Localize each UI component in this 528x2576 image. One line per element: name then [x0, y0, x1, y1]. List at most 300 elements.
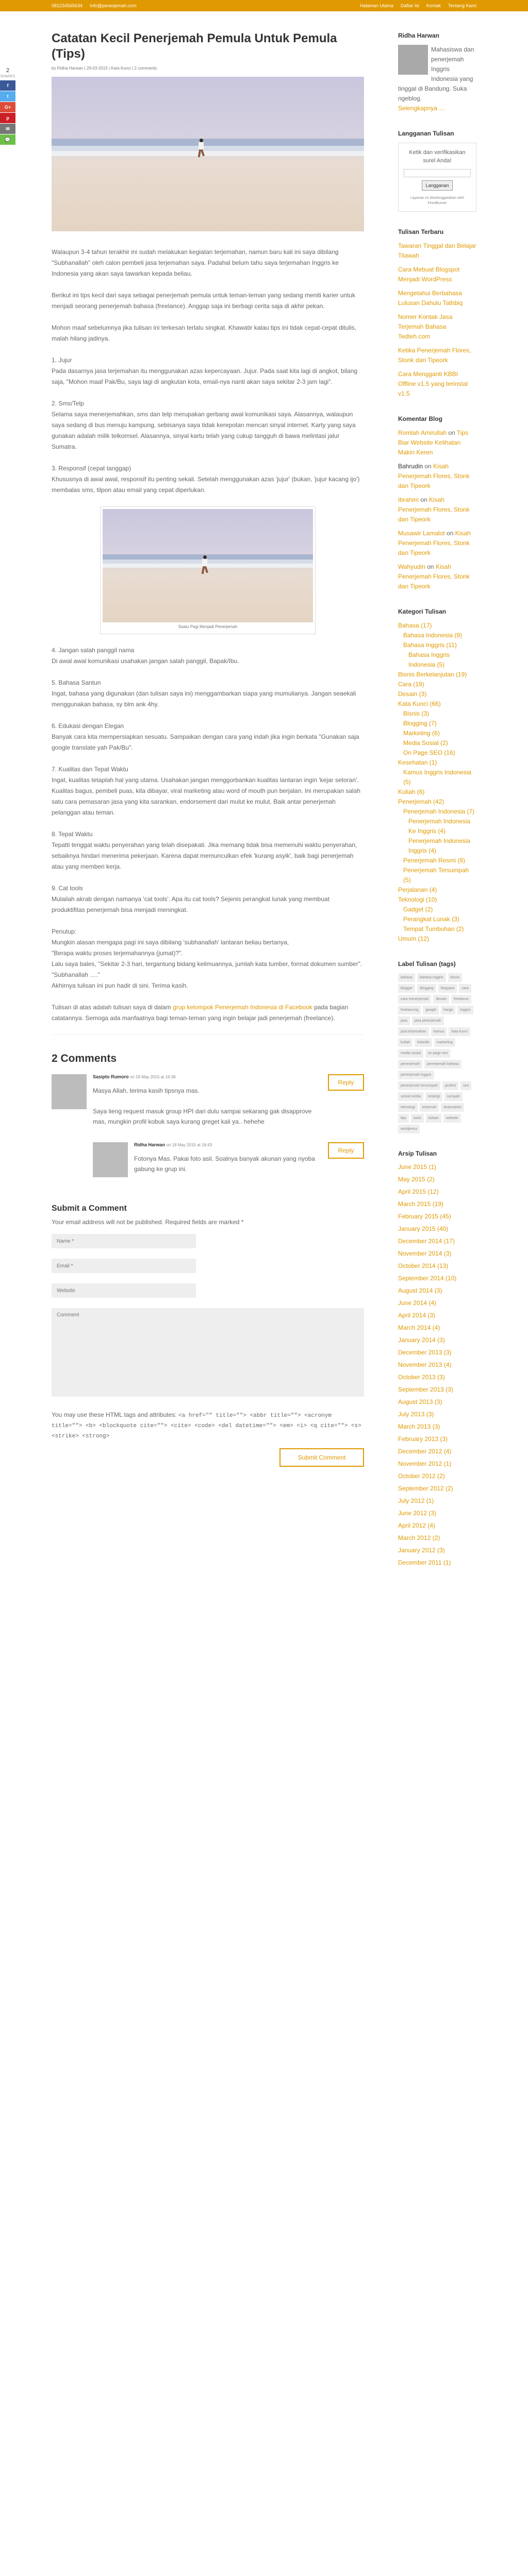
- tag-link[interactable]: kuliah: [398, 1038, 412, 1047]
- commenter-name: Bahrudin: [398, 463, 423, 470]
- archive-item: [398, 1274, 476, 1282]
- commented-post-link[interactable]: Kisah Penerjemah Flores, Stonk dan Tipeork: [398, 530, 471, 556]
- recent-post-link[interactable]: Cara Mengganti KBBI Offline v1.5 yang terinstal v1.5: [398, 370, 468, 397]
- archive-link[interactable]: April 2015 (12): [398, 1188, 439, 1195]
- allowed-tags: [52, 1410, 364, 1441]
- archive-item: [398, 1348, 476, 1357]
- tip-text: Ingat, bahasa yang digunakan (dan tulisan saya ini) menggambarkan siapa yang mumulianya. Jangan seaekali menggunakan bahasa, sy blm ank 4hy.: [52, 690, 356, 708]
- archive-link[interactable]: March 2015 (19): [398, 1200, 444, 1208]
- tag-link[interactable]: tips: [398, 1114, 409, 1123]
- category-link[interactable]: Bisnis Berkelanjutan (19): [398, 671, 467, 678]
- category-link[interactable]: Perangkat Lunak (3): [403, 916, 459, 923]
- tag-link[interactable]: tools: [411, 1114, 424, 1123]
- tip-text: Selama saya menerjemahkan, sms dan telp merupakan gerbang awal komunikasi saya. Alasannya, walaupun saya sedang di bus menuju kampung, sebisanya saya tidak kerepotan mencari sinyal internet. Karty yang saya gunakan adalah milik telkomsel. Alasannya, sinyal kartu telah yang cukup tangguh di bawa melintasi jalur Sumatra.: [52, 411, 356, 450]
- archive-item: [398, 1373, 476, 1381]
- subscribe-fineprint: Layanan ini diselenggarakan oleh FeedBurner: [410, 196, 465, 205]
- tag-link[interactable]: freelancing: [398, 1006, 421, 1014]
- archive-item: [398, 1385, 476, 1394]
- tip-heading: 2. Sms/Telp: [52, 400, 84, 407]
- comment-text: Masya Allah, terima kasih tipsnya mas. Saya lieng request masuk group HPI dari dulu sampai sekarang gak disapprove mas, mungkin profil kobuk saya kurang greget kali ya.. hehehe: [93, 1087, 312, 1125]
- comment-textarea[interactable]: [52, 1308, 364, 1397]
- archive-item: [398, 1521, 476, 1530]
- allowed-tags-code: <a href="" title=""> <abbr title=""> <acronym title=""> <b> <blockquote cite=""> <cite> <code> <del datetime=""> <em> <i> <q cite=""> <s> <strike> <strong>: [52, 1413, 361, 1439]
- comment-item: [52, 1142, 364, 1183]
- category-item: [398, 719, 476, 728]
- profile-widget: [398, 31, 476, 113]
- tag-link[interactable]: kamus: [431, 1027, 447, 1036]
- commented-post-link[interactable]: Kisah Penerjemah Flores, Stonk dan Tipeork: [398, 563, 470, 590]
- archive-link[interactable]: June 2015 (1): [398, 1163, 437, 1171]
- categories-widget: [398, 607, 476, 944]
- profile-title: Ridha Harwan: [398, 32, 440, 39]
- category-item: [398, 905, 476, 914]
- commenter-link[interactable]: Romlah Amirullah: [398, 429, 447, 436]
- comment-date: on 18 May 2015 at 16:38: [130, 1075, 176, 1079]
- avatar: [93, 1142, 128, 1177]
- comments-heading: 2 Comments: [52, 1053, 117, 1064]
- closing-block: [52, 926, 364, 991]
- category-item: [398, 934, 476, 944]
- tag-link[interactable]: google: [423, 1006, 439, 1014]
- sms-icon: 💬: [5, 137, 11, 142]
- category-link[interactable]: Bahasa Indonesia (9): [403, 632, 463, 639]
- archive-link[interactable]: July 2012 (1): [398, 1497, 434, 1504]
- category-item: [398, 797, 476, 807]
- top-link-about[interactable]: Tentang Kami: [448, 3, 476, 8]
- tip-text: Ingat, kualitas tetaplah hal yang utama. Usahakan jangan menggorbankan kualitas lantaran ingin 'kejar setoran'. Kualitas bagus, pembeli puas, kita dibayar, viral marketing atau word of mouth pun berjalan. Ini merupakan salah satu cara pemasaran jasa yang kita sarankan, endorsement dari mulut ke mulut. Baik antar penerjemah pelanggan atau teman.: [52, 776, 361, 816]
- archive-link[interactable]: September 2014 (10): [398, 1275, 457, 1282]
- recent-post-link[interactable]: Cara Mebuat Blogspot Menjadi WordPress: [398, 266, 460, 283]
- pinterest-icon: p: [6, 115, 9, 121]
- archive-item: [398, 1225, 476, 1233]
- category-link[interactable]: Kuliah (6): [398, 788, 425, 795]
- tag-link[interactable]: jasa: [398, 1016, 410, 1025]
- category-link[interactable]: Bahasa Inggris (11): [403, 641, 457, 649]
- archive-title: Arsip Tulisan: [398, 1150, 437, 1157]
- archive-link[interactable]: February 2013 (3): [398, 1435, 448, 1443]
- closing-line: "Berapa waktu proses terjemahannya (jumat)?".: [52, 950, 183, 957]
- closing-line: "Subhanallah ….": [52, 971, 100, 978]
- post-body: [52, 247, 364, 1024]
- comment-form: [52, 1204, 364, 1467]
- archive-item: [398, 1311, 476, 1319]
- archive-item: [398, 1188, 476, 1196]
- archive-item: [398, 1336, 476, 1344]
- top-link-contents[interactable]: Daftar Isi: [400, 3, 419, 8]
- twitter-icon: t: [7, 94, 9, 99]
- reply-button[interactable]: Reply: [328, 1142, 364, 1159]
- share-googleplus-button[interactable]: [0, 102, 15, 112]
- main-content: [52, 31, 364, 1467]
- archive-link[interactable]: September 2013 (3): [398, 1386, 453, 1393]
- recent-post-link[interactable]: Tawaran Tinggal dan Belajar Tilawah: [398, 242, 476, 259]
- tag-link[interactable]: jasa penerjemah: [412, 1016, 444, 1025]
- tip-item: [52, 721, 364, 753]
- post-title: Catatan Kecil Penerjemah Pemula Untuk Pemula (Tips): [52, 31, 337, 61]
- category-link[interactable]: Penerjemah Resmi (8): [403, 857, 466, 864]
- category-link[interactable]: Kamus Inggris Indonesia (5): [403, 769, 472, 786]
- tag-link[interactable]: cara menerjemah: [398, 995, 431, 1004]
- category-item: [398, 787, 476, 797]
- commented-post-link[interactable]: Kisah Penerjemah Flores, Stonk dan Tipeork: [398, 496, 470, 523]
- tag-link[interactable]: cara: [459, 984, 471, 993]
- image-caption: Suatu Pagi Menjadi Penerjemah: [178, 624, 238, 629]
- archive-link[interactable]: July 2013 (3): [398, 1411, 434, 1418]
- comment-author[interactable]: Sasipto Rumoro: [93, 1074, 129, 1079]
- sidebar: [398, 31, 476, 1582]
- comment-text: Fotonya Mas. Pakai foto asli. Soalnya banyak akunan yang nyoba gabung ke grup ini.: [134, 1155, 315, 1173]
- categories-title: Kategori Tulisan: [398, 608, 447, 615]
- category-item: [398, 680, 476, 689]
- recent-posts-title: Tulisan Terbaru: [398, 228, 444, 235]
- category-link[interactable]: Tempat Tumbuhan (2): [403, 925, 464, 933]
- recent-post-link[interactable]: Ketika Penerjemah Flores, Stonk dan Tipeork: [398, 347, 471, 364]
- category-link[interactable]: Desain (3): [398, 690, 427, 698]
- tag-link[interactable]: penerjemah tersumpah: [398, 1081, 440, 1090]
- archive-link[interactable]: March 2013 (3): [398, 1423, 440, 1430]
- googleplus-icon: G+: [4, 105, 11, 110]
- category-link[interactable]: Cara (19): [398, 681, 424, 688]
- tag-link[interactable]: linkedin: [415, 1038, 432, 1047]
- category-item: [398, 621, 476, 631]
- profile-photo: [398, 45, 428, 75]
- category-item: [398, 650, 476, 670]
- comments-section: [52, 1035, 364, 1183]
- intro-paragraph: Walaupun 3-4 tahun terakhir ini sudah melakukan kegiatan terjemahan, namun baru kali ini saya dibilang "Subhanallah" oleh calon pembeli jasa terjemahan saya. Padahal belum tahu saya terjemahan Inggris ke Indonesia yang akan saya tawarkan kepada beliau.: [52, 248, 339, 277]
- category-link[interactable]: Marketing (6): [403, 730, 440, 737]
- reply-button[interactable]: Reply: [328, 1074, 364, 1091]
- archive-item: [398, 1447, 476, 1455]
- comment-author[interactable]: Ridha Harwan: [134, 1142, 166, 1147]
- archive-link[interactable]: September 2012 (2): [398, 1485, 453, 1492]
- tag-link[interactable]: sumpah: [444, 1092, 463, 1101]
- archive-link[interactable]: January 2014 (3): [398, 1336, 445, 1344]
- archive-widget: [398, 1149, 476, 1567]
- recent-post-link[interactable]: Nomer Kontak Jasa Terjemah Bahasa Tedteh.com: [398, 313, 453, 340]
- archive-link[interactable]: December 2011 (1): [398, 1559, 451, 1566]
- archive-link[interactable]: April 2012 (4): [398, 1522, 436, 1529]
- category-item: [398, 640, 476, 650]
- archive-link[interactable]: June 2012 (3): [398, 1510, 437, 1517]
- commenter-link[interactable]: Ibrahim: [398, 496, 419, 503]
- share-bar: [0, 67, 15, 145]
- profile-more-link[interactable]: Selengkapnya …: [398, 105, 446, 112]
- category-item: [398, 836, 476, 856]
- archive-item: [398, 1361, 476, 1369]
- tag-link[interactable]: freelance: [451, 995, 471, 1004]
- email-field[interactable]: [52, 1259, 196, 1273]
- archive-link[interactable]: October 2014 (13): [398, 1262, 449, 1269]
- tag-link[interactable]: kata kunci: [449, 1027, 470, 1036]
- recent-comments-title: Komentar Blog: [398, 415, 443, 422]
- outro-text: pada bagian catatannya. Semoga ada manfaatnya bagi teman-teman yang ingin belajar jadi penerjemah (freelance).: [52, 1004, 349, 1022]
- share-sms-button[interactable]: [0, 134, 15, 145]
- archive-item: [398, 1460, 476, 1468]
- archive-link[interactable]: November 2013 (4): [398, 1361, 452, 1368]
- category-link[interactable]: Penerjemah Indonesia Ke Inggris (4): [408, 818, 471, 835]
- submit-comment-button[interactable]: Submit Comment: [279, 1448, 364, 1467]
- tag-link[interactable]: penerjemah inggris: [398, 1071, 434, 1079]
- archive-link[interactable]: June 2014 (4): [398, 1299, 437, 1307]
- archive-link[interactable]: October 2013 (3): [398, 1374, 445, 1381]
- avatar: [52, 1074, 87, 1109]
- tip-heading: 1. Jujur: [52, 357, 72, 364]
- closing-line: Mungkin alasan mengapa pagi ini saya dibilang 'subhanallah' lantaran beliau bertanya,: [52, 939, 289, 946]
- archive-item: [398, 1163, 476, 1171]
- category-link[interactable]: Bahasa (17): [398, 622, 432, 629]
- tip-item: [52, 677, 364, 710]
- archive-link[interactable]: December 2014 (17): [398, 1238, 455, 1245]
- tag-link[interactable]: seo: [460, 1081, 471, 1090]
- archive-link[interactable]: August 2014 (3): [398, 1287, 442, 1294]
- closing-line: Akhirnya tulisan ini pun hadir di sini. Terima kasih.: [52, 982, 188, 989]
- inline-image: [103, 509, 313, 622]
- category-link[interactable]: Gadget (2): [403, 906, 433, 913]
- tag-link[interactable]: jasa terjemahan: [398, 1027, 429, 1036]
- closing-line: Penutup:: [52, 928, 77, 935]
- subscribe-title: Langganan Tulisan: [398, 130, 454, 137]
- category-item: [398, 866, 476, 885]
- category-item: [398, 738, 476, 748]
- tip-item: [52, 355, 364, 387]
- subscribe-text: Ketik dan verifikasikan surel Anda!: [409, 149, 466, 164]
- archive-item: [398, 1262, 476, 1270]
- tip-item: [52, 463, 364, 496]
- tip-item: [52, 764, 364, 818]
- category-item: [398, 728, 476, 738]
- tip-heading: 5. Bahasa Santun: [52, 679, 101, 686]
- archive-link[interactable]: February 2015 (45): [398, 1213, 451, 1220]
- archive-link[interactable]: December 2013 (3): [398, 1349, 452, 1356]
- recent-posts-widget: [398, 227, 476, 399]
- commenter-link[interactable]: Wahyudin: [398, 563, 425, 570]
- tag-link[interactable]: bisnis: [448, 973, 463, 982]
- inline-figure: [100, 506, 316, 634]
- tag-link[interactable]: marketing: [434, 1038, 455, 1047]
- archive-link[interactable]: October 2012 (2): [398, 1472, 445, 1480]
- tag-link[interactable]: inggris: [457, 1006, 473, 1014]
- archive-link[interactable]: November 2014 (3): [398, 1250, 452, 1257]
- category-item: [398, 699, 476, 709]
- category-link[interactable]: Media Sosial (2): [403, 739, 448, 747]
- tip-heading: 9. Cat tools: [52, 885, 83, 892]
- archive-link[interactable]: December 2012 (4): [398, 1448, 452, 1455]
- archive-item: [398, 1200, 476, 1208]
- comment-on-text: on: [425, 563, 436, 570]
- category-link[interactable]: Kata Kunci (66): [398, 700, 441, 707]
- tag-link[interactable]: strategi: [425, 1092, 442, 1101]
- tag-link[interactable]: blogspot: [438, 984, 457, 993]
- tip-heading: 6. Edukasi dengan Elegan: [52, 722, 124, 730]
- tip-item: [52, 398, 364, 452]
- comment-on-text: on: [419, 496, 430, 503]
- runner-figure: [197, 139, 205, 157]
- archive-item: [398, 1435, 476, 1443]
- category-item: [398, 817, 476, 836]
- archive-item: [398, 1546, 476, 1554]
- tag-link[interactable]: blogging: [417, 984, 436, 993]
- tags-widget: [398, 959, 476, 1133]
- archive-item: [398, 1497, 476, 1505]
- name-field[interactable]: [52, 1234, 196, 1248]
- category-item: [398, 924, 476, 934]
- share-pinterest-button[interactable]: [0, 113, 15, 123]
- tip-text: Banyak cara kita mempersiapkan sesuatu. Sampaikan dengan cara yang indah jika ingin berkata "Gunakan saja google translate yah Pak/Bu".: [52, 733, 359, 751]
- tip-heading: 8. Tepat Waktu: [52, 831, 93, 838]
- tag-link[interactable]: teknologi: [398, 1103, 418, 1112]
- archive-link[interactable]: January 2012 (3): [398, 1547, 445, 1554]
- profile-text: Mahasiswa dan penerjemah Inggris Indonesia yang tinggal di Bandung. Suka ngeblog.: [398, 46, 474, 102]
- top-bar: [0, 0, 528, 11]
- tag-link[interactable]: terjemahan: [441, 1103, 464, 1112]
- archive-link[interactable]: May 2015 (2): [398, 1176, 435, 1183]
- post-meta: by Ridha Harwan | 29-03-2015 | Kata Kunci | 2 comments: [52, 66, 157, 71]
- facebook-group-link[interactable]: grup kelompok Penerjemah Indonesia di Facebook: [173, 1004, 312, 1011]
- recent-comments-widget: [398, 414, 476, 591]
- category-item: [398, 631, 476, 640]
- tip-heading: 4. Jangan salah panggil nama: [52, 647, 135, 654]
- archive-item: [398, 1212, 476, 1221]
- subscribe-button[interactable]: Langganan: [422, 180, 452, 191]
- archive-link[interactable]: April 2014 (3): [398, 1312, 436, 1319]
- tip-text: Pada dasarnya jasa terjemahan itu menggunakan azas kepercayaan. Jujur. Pada saat kita lagi di angkot, bilang saja, "Mohon maaf Pak/Bu, saya lagi di angkutan kota, email-nya nanti akan saya sekitar 2-3 jam lagi".: [52, 367, 358, 385]
- tag-link[interactable]: media sosial: [398, 1049, 423, 1058]
- comment-on-text: on: [444, 530, 455, 537]
- outro-text: Tulisan di atas adalah tulisan saya di dalam: [52, 1004, 173, 1011]
- tip-text: Tepatti tenggat waktu penyerahan yang telah disepakati. Jika memang tidak bisa memenuhi waktu penyerahan, sebaiknya hindari menerima pekerjaan. Karena dapat memunculkan efek 'kurang asyik', baik bagi penerjemah atau yang memberi kerja.: [52, 841, 357, 870]
- tag-link[interactable]: profesi: [442, 1081, 458, 1090]
- category-link[interactable]: Umum (12): [398, 935, 430, 942]
- archive-item: [398, 1558, 476, 1567]
- category-item: [398, 885, 476, 895]
- tag-link[interactable]: website: [443, 1114, 461, 1123]
- tag-link[interactable]: bahasa: [398, 973, 415, 982]
- archive-item: [398, 1299, 476, 1307]
- tag-link[interactable]: bahasa inggris: [417, 973, 446, 982]
- archive-link[interactable]: March 2014 (4): [398, 1324, 440, 1331]
- comment-on-text: on: [447, 429, 457, 436]
- tag-link[interactable]: penerjemah bahasa: [424, 1060, 461, 1069]
- required-note: Your email address will not be published. Required fields are marked *: [52, 1218, 244, 1226]
- archive-item: [398, 1249, 476, 1258]
- category-item: [398, 807, 476, 817]
- comment-on-text: on: [423, 463, 434, 470]
- category-link[interactable]: Penerjemah Indonesia Inggris (4): [408, 837, 471, 854]
- archive-link[interactable]: March 2012 (2): [398, 1534, 440, 1541]
- email-text: info@penerjemah.com: [90, 3, 137, 8]
- tag-link[interactable]: desain: [433, 995, 449, 1004]
- commented-post-link[interactable]: Tips Biar Website Kelihatan Makin Keren: [398, 429, 469, 456]
- intro-paragraph: Mohon maaf sebelumnya jika tulisan ini terkesan terlalu singkat. Khawatir kalau tips ini tidak cepat-cepat ditulis, malah hilang jadinya.: [52, 324, 356, 342]
- top-link-contact[interactable]: Kontak: [426, 3, 441, 8]
- tag-link[interactable]: on page seo: [425, 1049, 451, 1058]
- post-hero-image: [52, 77, 364, 231]
- archive-item: [398, 1286, 476, 1295]
- share-email-button[interactable]: [0, 124, 15, 134]
- commenter-link[interactable]: Musawir Lamalot: [398, 530, 445, 537]
- tag-link[interactable]: blogger: [398, 984, 415, 993]
- tip-text: Di awal awal komunikasi usahakan jangan salah panggil, Bapak/Ibu.: [52, 657, 239, 665]
- tag-link[interactable]: tulisan: [426, 1114, 441, 1123]
- comment-date: on 18 May 2015 at 16:43: [166, 1143, 212, 1147]
- respond-heading: Submit a Comment: [52, 1204, 127, 1213]
- category-link[interactable]: Penerjemah Indonesia (7): [403, 808, 475, 815]
- subscribe-widget: [398, 129, 476, 212]
- category-link[interactable]: Penerjemah Tersumpah (5): [403, 867, 469, 884]
- share-count-label: SHARES: [0, 75, 15, 78]
- category-item: [398, 748, 476, 758]
- share-facebook-button[interactable]: [0, 80, 15, 91]
- archive-link[interactable]: August 2013 (3): [398, 1398, 442, 1405]
- category-item: [398, 689, 476, 699]
- tip-heading: 7. Kualitas dan Tepat Waktu: [52, 766, 128, 773]
- tip-item: [52, 645, 364, 667]
- category-link[interactable]: Kesehatan (1): [398, 759, 437, 766]
- tag-link[interactable]: terjemah: [420, 1103, 439, 1112]
- website-field[interactable]: [52, 1283, 196, 1298]
- category-item: [398, 856, 476, 866]
- tip-item: [52, 829, 364, 872]
- email-icon: ✉: [6, 126, 10, 131]
- category-item: [398, 758, 476, 768]
- archive-item: [398, 1398, 476, 1406]
- category-link[interactable]: Perjalanan (4): [398, 886, 437, 893]
- share-twitter-button[interactable]: [0, 91, 15, 101]
- tag-link[interactable]: sosial media: [398, 1092, 423, 1101]
- archive-item: [398, 1175, 476, 1183]
- category-link[interactable]: Bisnis (3): [403, 710, 430, 717]
- category-item: [398, 895, 476, 905]
- subscribe-email-input[interactable]: [404, 169, 471, 177]
- archive-link[interactable]: November 2012 (1): [398, 1460, 452, 1467]
- archive-item: [398, 1472, 476, 1480]
- category-link[interactable]: On Page SEO (16): [403, 749, 455, 756]
- tip-heading: 3. Responsif (cepat tanggap): [52, 465, 131, 472]
- archive-link[interactable]: January 2015 (40): [398, 1225, 449, 1232]
- top-link-home[interactable]: Halaman Utama: [359, 3, 393, 8]
- tip-text: Mulailah akrab dengan namanya 'cat tools'. Apa itu cat tools? Sejenis perangkat lunak yang membuat produktifitas penerjemah bisa menjadi meningkat.: [52, 895, 329, 913]
- intro-paragraph: Berikut ini tips kecil dari saya sebagai penerjemah pemula untuk teman-teman yang sedang meniti karier untuk menjadi seorang penerjemah bahasa (freelance). Anggap saja ini berbagi cerita saja di akhir pekan.: [52, 292, 355, 310]
- category-item: [398, 768, 476, 787]
- archive-item: [398, 1509, 476, 1517]
- tag-link[interactable]: wordpress: [398, 1125, 420, 1133]
- tip-item: [52, 883, 364, 916]
- recent-post-link[interactable]: Mengetahui Berbahasa Lulusan Dahulu Tathbiq: [398, 290, 463, 307]
- runner-figure: [201, 555, 209, 574]
- category-item: [398, 709, 476, 719]
- facebook-icon: f: [7, 83, 9, 88]
- comment-item: [52, 1074, 364, 1127]
- category-link[interactable]: Blogging (7): [403, 720, 437, 727]
- allowed-tags-intro: You may use these HTML tags and attributes:: [52, 1411, 177, 1418]
- archive-item: [398, 1410, 476, 1418]
- tip-text: Khususnya di awal awal, responsif itu penting sekali. Setelah menggunakan azas 'jujur' (bukan, 'jujur kacang ijo') membalas sms, tilpon atau email yang cepat diperlukan.: [52, 476, 360, 494]
- commented-post-link[interactable]: Kisah Penerjemah Flores, Stonk dan Tipeork: [398, 463, 470, 489]
- tag-link[interactable]: penerjemah: [398, 1060, 422, 1069]
- share-count-number: 2: [6, 67, 10, 74]
- archive-item: [398, 1422, 476, 1431]
- outro-paragraph: [52, 1002, 364, 1024]
- category-item: [398, 670, 476, 680]
- archive-item: [398, 1237, 476, 1245]
- category-link[interactable]: Teknologi (10): [398, 896, 437, 903]
- archive-item: [398, 1534, 476, 1542]
- category-link[interactable]: Penerjemah (42): [398, 798, 444, 805]
- tag-link[interactable]: harga: [441, 1006, 455, 1014]
- phone-text: 081234565634: [52, 3, 83, 8]
- category-link[interactable]: Bahasa Inggris Indonesia (5): [408, 651, 450, 668]
- closing-line: Lalu saya bales, "Sekitar 2-3 hari, tergantung bidang keilmuannya, jumlah kata tumber, format dokumen sumber".: [52, 960, 362, 968]
